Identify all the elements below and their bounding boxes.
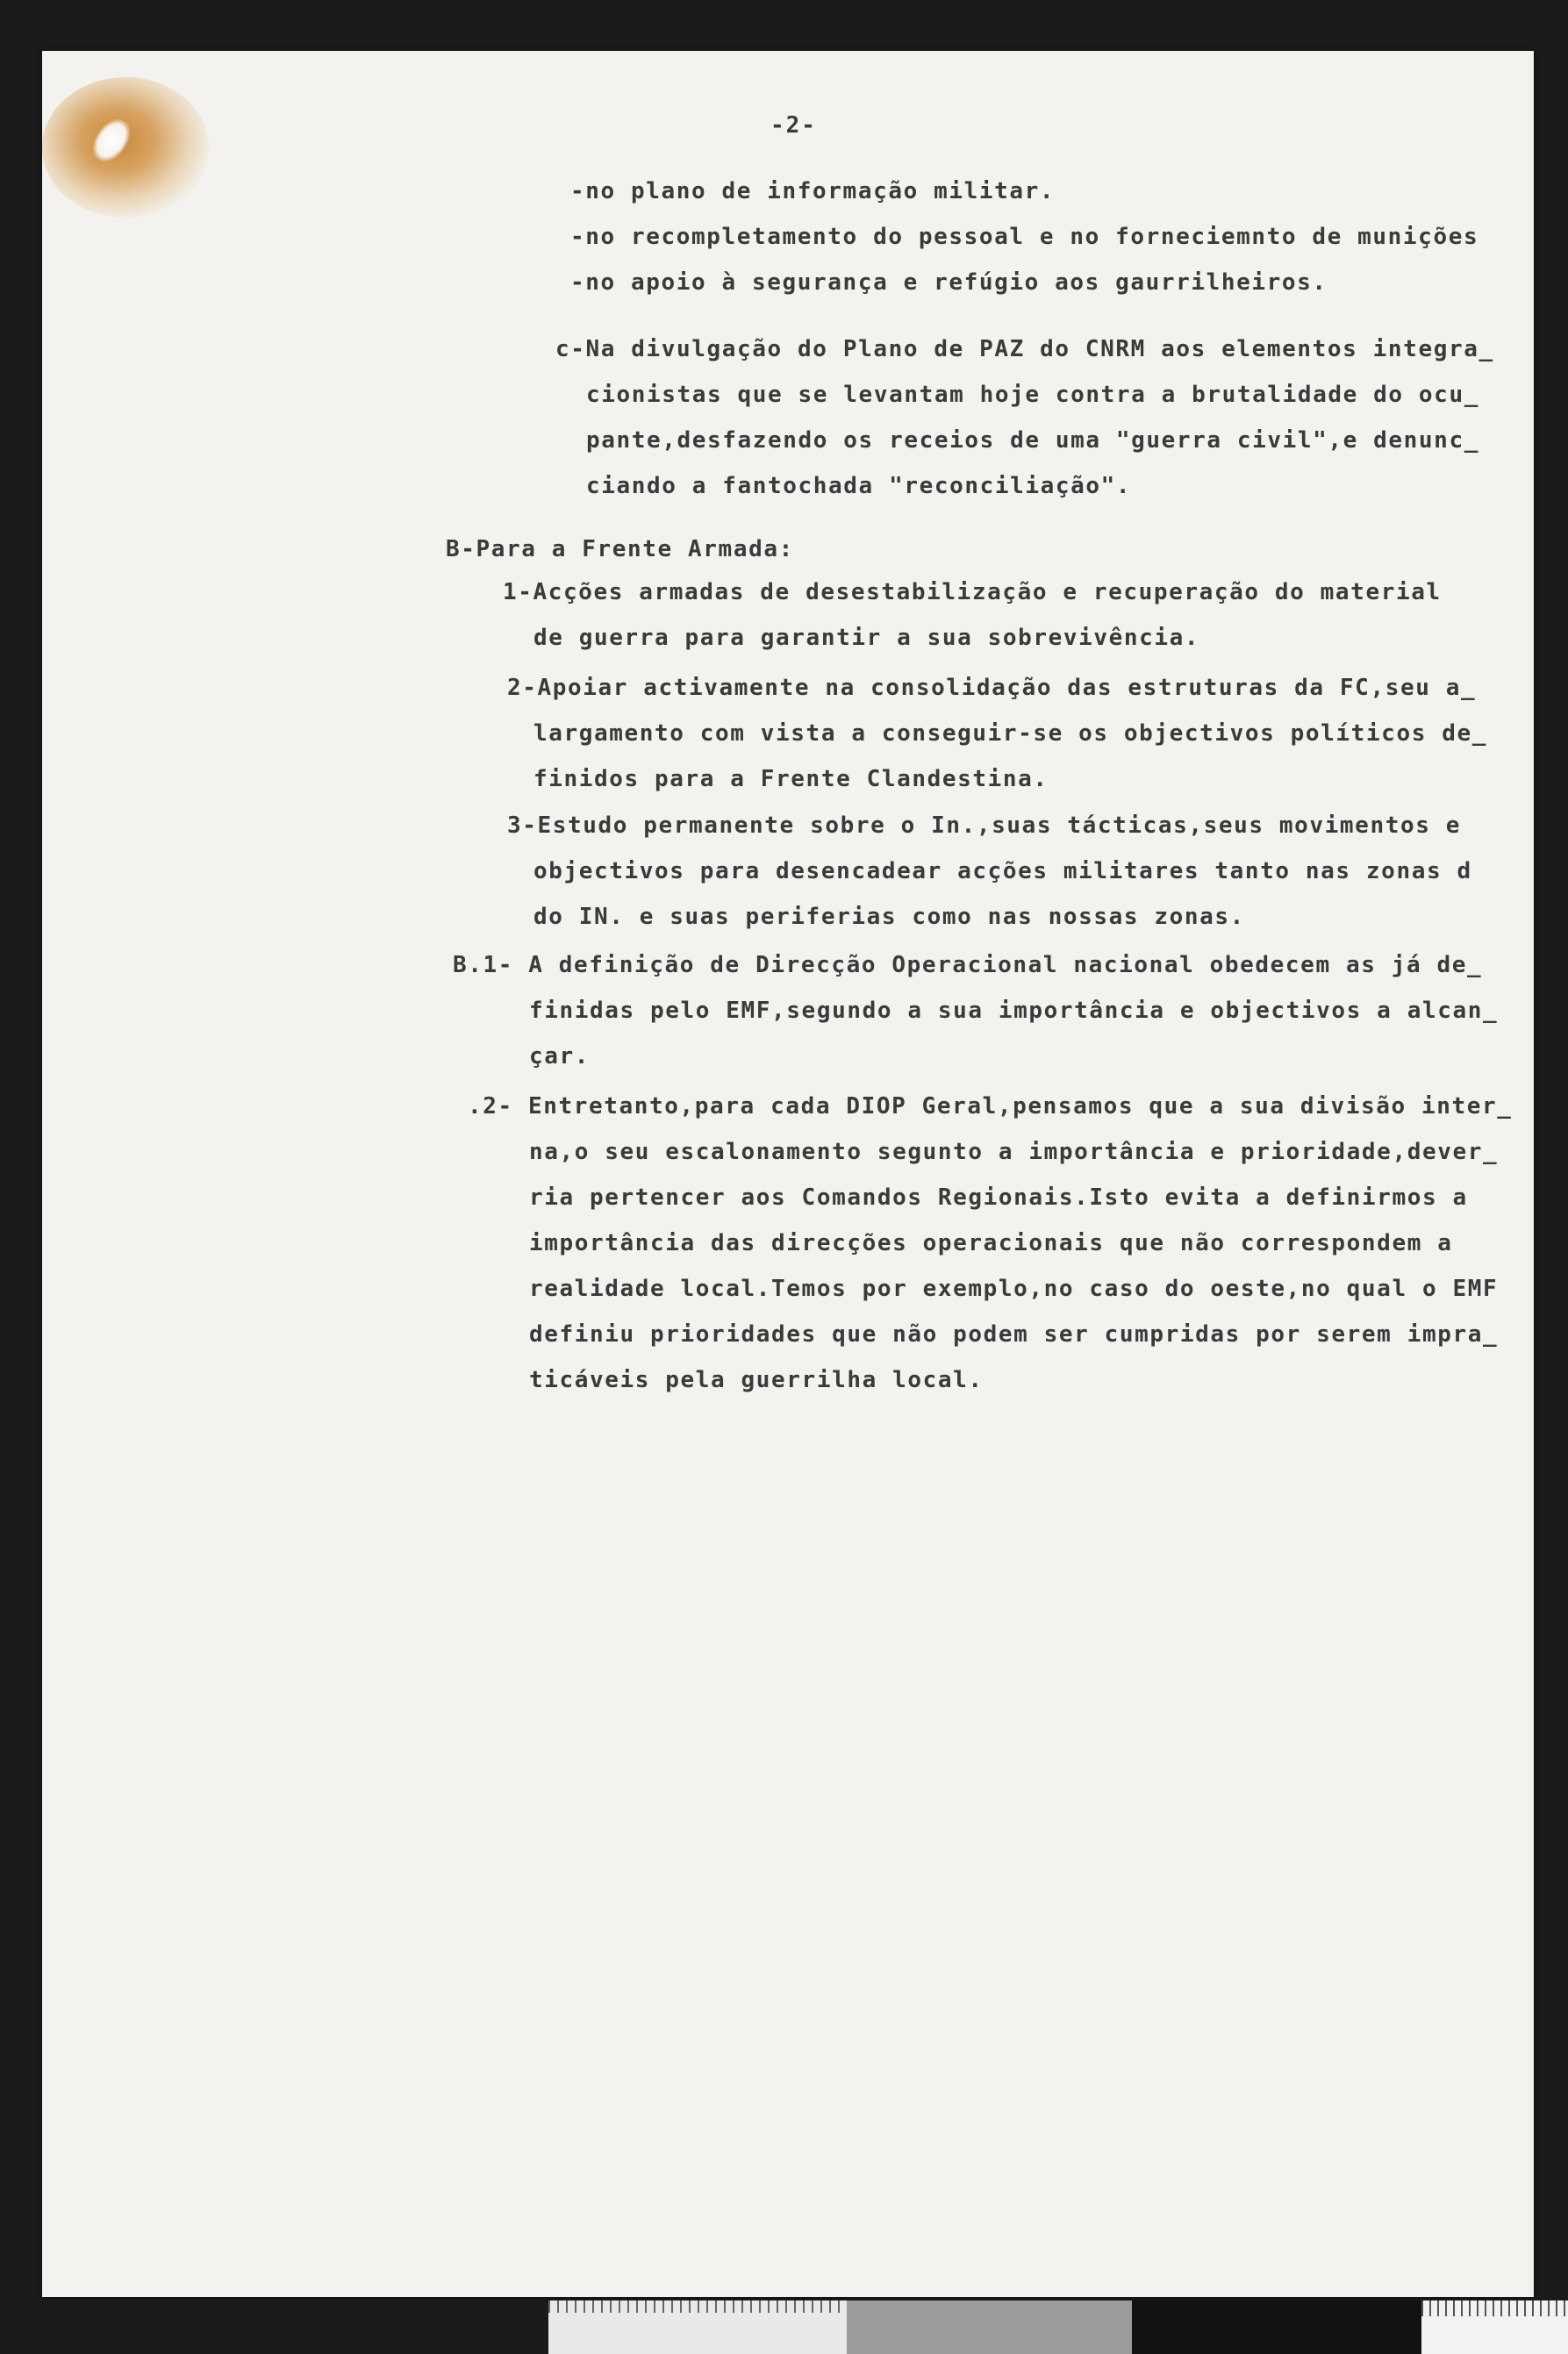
text-line-26: ticáveis pela guerrilha local. <box>529 1367 984 1393</box>
ruler-tick-segment <box>1421 2300 1568 2354</box>
document-page <box>42 51 1534 2297</box>
text-line-15: objectivos para desencadear acções militares tanto nas zonas d <box>533 858 1472 884</box>
text-line-25: definiu prioridades que não podem ser cumpridas por serem impra_ <box>529 1321 1499 1348</box>
text-line-11: 2-Apoiar activamente na consolidação das estruturas da FC,seu a_ <box>507 675 1477 701</box>
ruler-dark-segment <box>1132 2300 1421 2354</box>
ruler-grey-segment <box>847 2300 1132 2354</box>
text-line-19: çar. <box>529 1043 591 1070</box>
text-line-14: 3-Estudo permanente sobre o In.,suas tácticas,seus movimentos e <box>507 812 1461 839</box>
text-line-13: finidos para a Frente Clandestina. <box>533 766 1049 792</box>
text-line-21: na,o seu escalonamento segunto a importância e prioridade,dever_ <box>529 1139 1499 1165</box>
text-line-4: c-Na divulgação do Plano de PAZ do CNRM aos elementos integra_ <box>555 336 1494 362</box>
section-heading-b: B-Para a Frente Armada: <box>446 536 794 562</box>
text-line-2: -no recompletamento do pessoal e no forneciemnto de munições <box>570 224 1479 250</box>
text-line-17: B.1- A definição de Direcção Operacional nacional obedecem as já de_ <box>453 952 1483 978</box>
text-line-1: -no plano de informação militar. <box>570 178 1056 204</box>
text-line-9: 1-Acções armadas de desestabilização e recuperação do material <box>503 579 1442 605</box>
text-line-16: do IN. e suas periferias como nas nossas zonas. <box>533 904 1245 930</box>
text-line-6: pante,desfazendo os receios de uma "guerra civil",e denunc_ <box>586 427 1479 454</box>
text-line-5: cionistas que se levantam hoje contra a brutalidade do ocu_ <box>586 382 1479 408</box>
text-line-23: importância das direcções operacionais que não correspondem a <box>529 1230 1453 1256</box>
text-line-3: -no apoio à segurança e refúgio aos gaurrilheiros. <box>570 269 1328 296</box>
ruler-light-segment <box>548 2300 847 2354</box>
burn-stain <box>42 77 209 218</box>
text-line-18: finidas pelo EMF,segundo a sua importância e objectivos a alcan_ <box>529 998 1499 1024</box>
text-line-22: ria pertencer aos Comandos Regionais.Isto evita a definirmos a <box>529 1184 1468 1211</box>
text-line-20: .2- Entretanto,para cada DIOP Geral,pensamos que a sua divisão inter_ <box>468 1093 1513 1120</box>
text-line-10: de guerra para garantir a sua sobrevivência. <box>533 625 1200 651</box>
scale-ruler <box>548 2300 1568 2354</box>
text-line-24: realidade local.Temos por exemplo,no caso do oeste,no qual o EMF <box>529 1276 1499 1302</box>
page-number: -2- <box>770 112 817 139</box>
text-line-7: ciando a fantochada "reconciliação". <box>586 473 1132 499</box>
text-line-12: largamento com vista a conseguir-se os objectivos políticos de_ <box>533 720 1487 747</box>
